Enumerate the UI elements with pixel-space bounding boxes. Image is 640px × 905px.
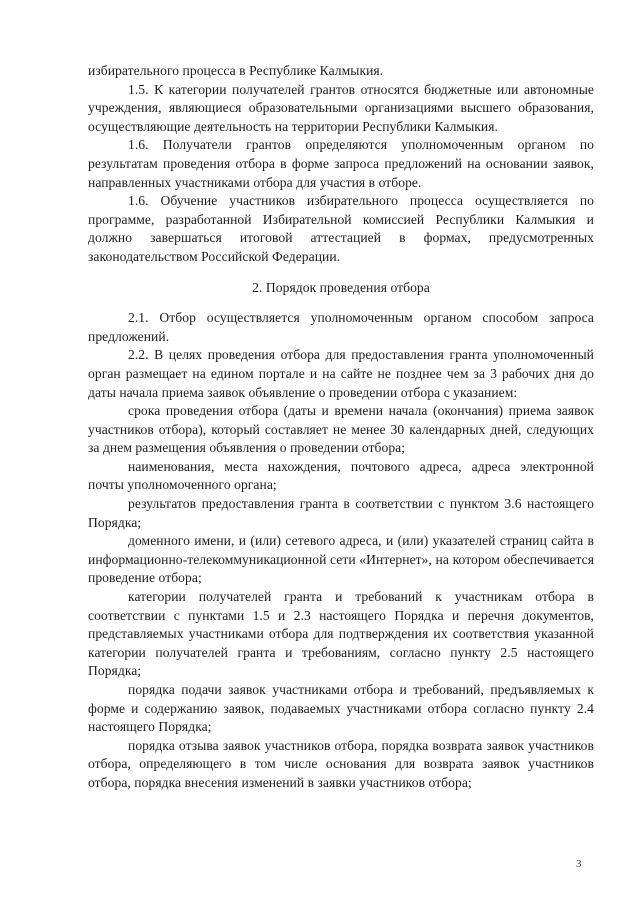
paragraph: 1.6. Обучение участников избирательного процесса осуществляется по программе, разработанной Избирательной комиссией Республики Калмыкия и должно завершаться итоговой аттестацией в формах, предусмотренных законодательством Российской Федерации.	[88, 193, 594, 264]
paragraph: 1.6. Получатели грантов определяются уполномоченным органом по результатам проведения отбора в форме запроса предложений на основании заявок, направленных участниками отбора для участия в отборе.	[88, 137, 594, 190]
list-item: порядка отзыва заявок участников отбора, порядка возврата заявок участников отбора, определяющего в том числе основания для возврата заявок участников отбора, порядка внесения изменений в заявки участников отбора;	[88, 737, 594, 790]
list-item: порядка подачи заявок участниками отбора и требований, предъявляемых к форме и содержанию заявок, подаваемых участниками отбора согласно пункту 2.4 настоящего Порядка;	[88, 682, 594, 735]
section-heading: 2. Порядок проведения отбора	[252, 279, 430, 295]
paragraph: 2.2. В целях проведения отбора для предоставления гранта уполномоченный орган размещает на едином портале и на сайте не позднее чем за 3 рабочих дня до даты начала приема заявок объявление о проведении отбора с указанием:	[88, 347, 594, 400]
list-item: результатов предоставления гранта в соответствии с пунктом 3.6 настоящего Порядка;	[88, 496, 594, 530]
paragraph: избирательного процесса в Республике Калмыкия.	[88, 63, 384, 78]
list-item: доменного имени, и (или) сетевого адреса, и (или) указателей страниц сайта в информационно-телекоммуникационной сети «Интернет», на котором обеспечивается проведение отбора;	[88, 533, 594, 586]
list-item: категории получателей гранта и требований к участникам отбора в соответствии с пунктами 1.5 и 2.3 настоящего Порядка и перечня документов, представляемых участниками отбора для подтверждения их соответствия указанной категории получателей гранта и требованиям, согласно пункту 2.5 настоящего Порядка;	[88, 589, 594, 679]
paragraph: 1.5. К категории получателей грантов относятся бюджетные или автономные учреждения, являющиеся образовательными организациями высшего образования, осуществляющие деятельность на территории Республики Калмыкия.	[88, 81, 594, 134]
paragraph: 2.1. Отбор осуществляется уполномоченным органом способом запроса предложений.	[88, 310, 594, 344]
document-body	[88, 62, 594, 793]
list-item: срока проведения отбора (даты и времени начала (окончания) приема заявок участников отбора), который составляет не менее 30 календарных дней, следующих за днем размещения объявления о проведении отбора;	[88, 403, 594, 456]
list-item: наименования, места нахождения, почтового адреса, адреса электронной почты уполномоченного органа;	[88, 458, 594, 493]
page-number: 3	[576, 858, 582, 870]
